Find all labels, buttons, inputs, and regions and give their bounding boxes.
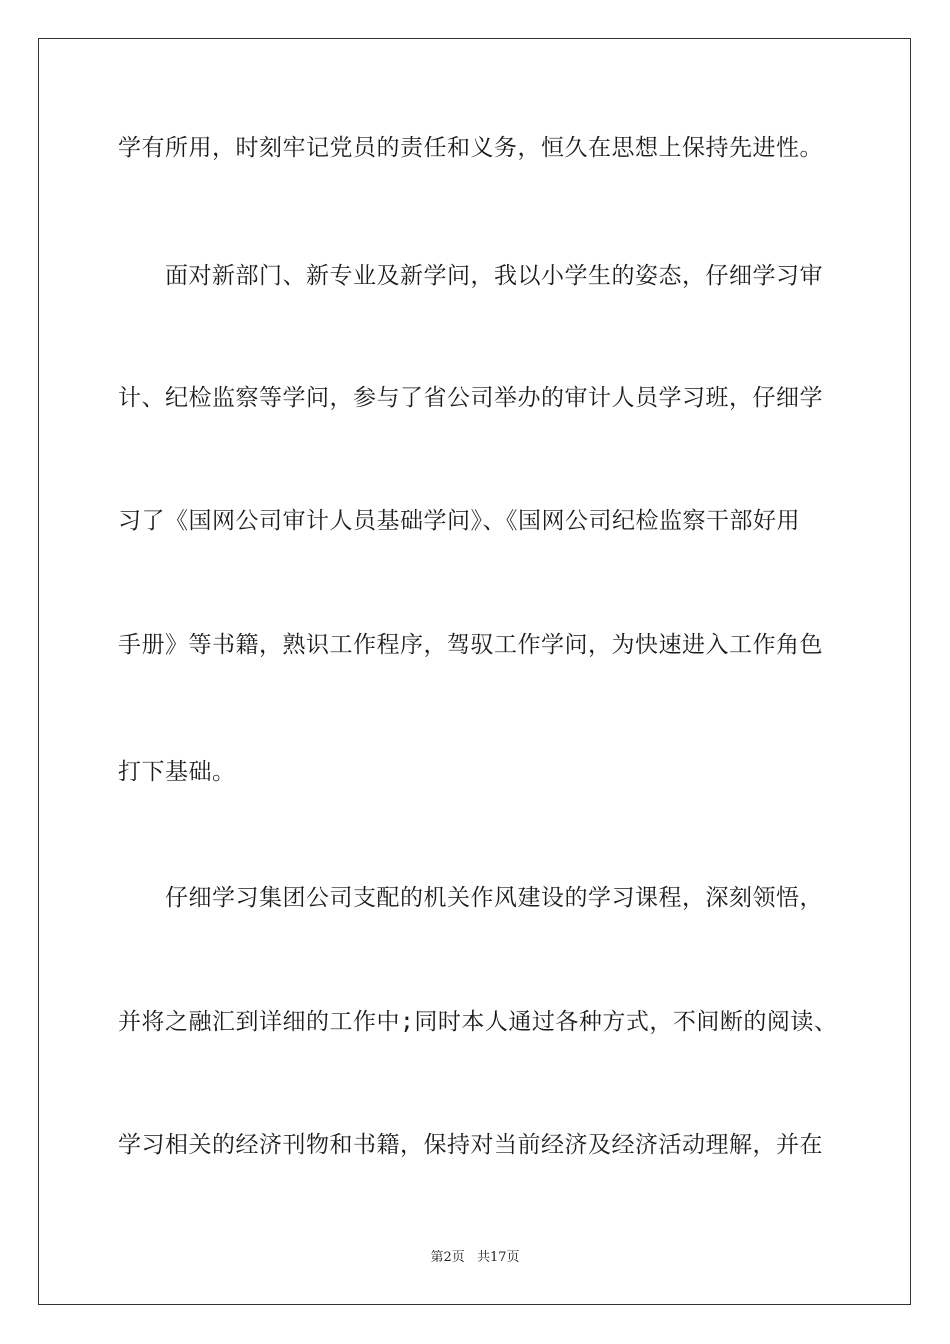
body-line-6: 打下基础。 [118, 759, 236, 785]
body-line-4: 习了《国网公司审计人员基础学问》、《国网公司纪检监察干部好用 [118, 508, 800, 534]
page-frame [38, 38, 911, 1305]
page-total: 共17页 [476, 1250, 520, 1265]
page-footer [0, 1246, 950, 1265]
page-number: 第2页 [430, 1250, 465, 1265]
body-line-5: 手册》等书籍，熟识工作程序，驾驭工作学问，为快速进入工作角色 [118, 632, 823, 658]
body-line-2: 面对新部门、新专业及新学问，我以小学生的姿态，仔细学习审 [165, 263, 823, 289]
body-line-3: 计、纪检监察等学问，参与了省公司举办的审计人员学习班，仔细学 [118, 385, 823, 411]
body-line-8: 并将之融汇到详细的工作中;同时本人通过各种方式，不间断的阅读、 [118, 1009, 838, 1035]
body-line-1: 学有所用，时刻牢记党员的责任和义务，恒久在思想上保持先进性。 [118, 135, 823, 161]
body-line-9: 学习相关的经济刊物和书籍，保持对当前经济及经济活动理解，并在 [118, 1132, 823, 1158]
body-line-7: 仔细学习集团公司支配的机关作风建设的学习课程，深刻领悟， [165, 885, 823, 911]
